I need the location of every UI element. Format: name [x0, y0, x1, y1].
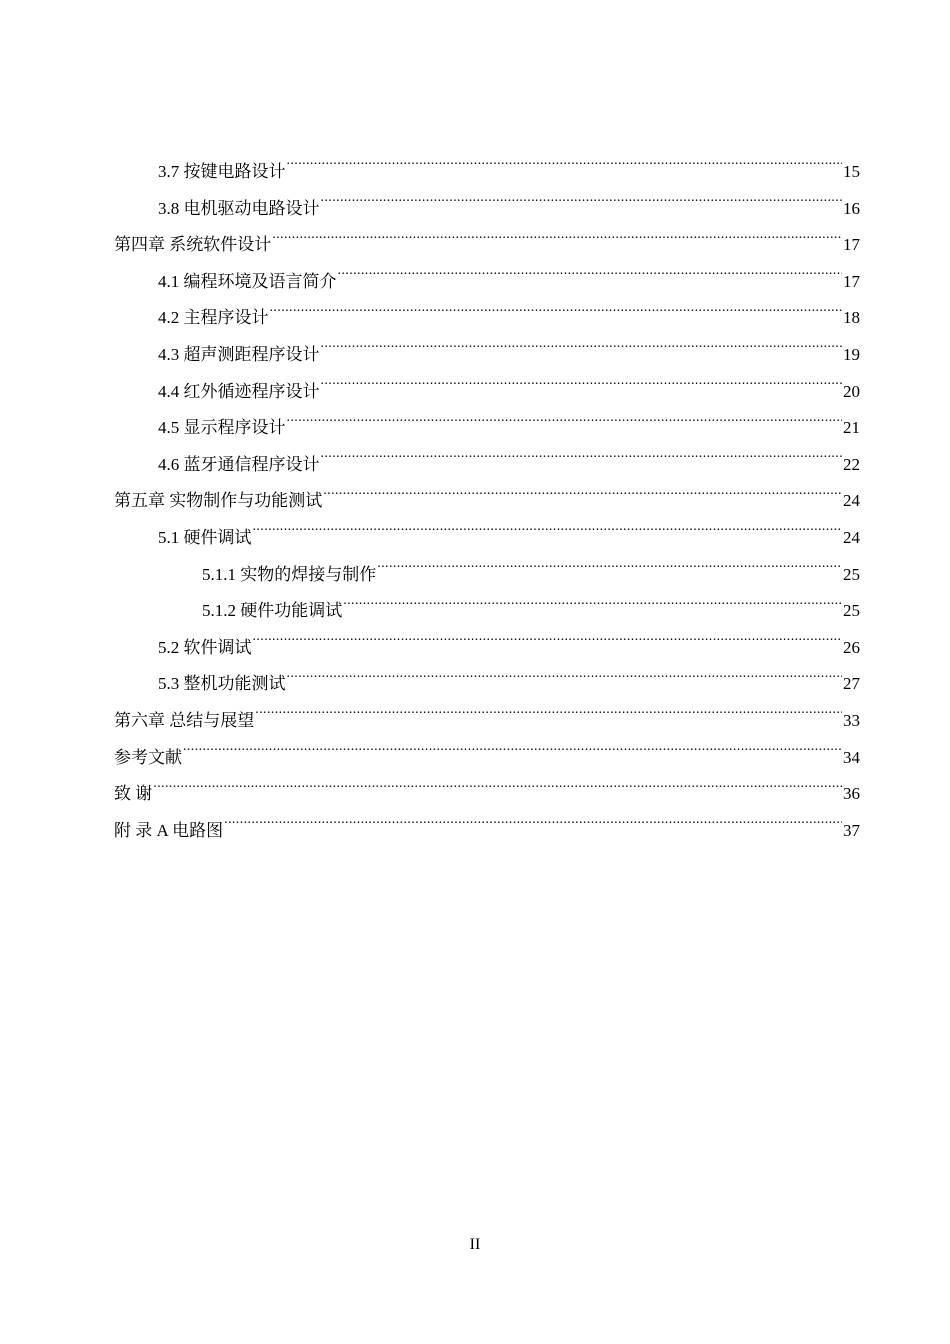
toc-entry-page: 15 — [843, 162, 860, 181]
toc-entry[interactable] — [114, 483, 860, 520]
toc-entry-label: 第四章 系统软件设计 — [114, 235, 272, 255]
toc-entry[interactable] — [114, 374, 860, 411]
toc-entry-label: 5.1.2 硬件功能调试 — [202, 601, 343, 621]
toc-leader-dots — [321, 380, 843, 397]
toc-entry[interactable] — [114, 813, 860, 850]
toc-entry-page: 36 — [843, 784, 860, 804]
toc-leader-dots — [224, 819, 842, 836]
toc-leader-dots — [321, 453, 843, 470]
toc-leader-dots — [343, 599, 842, 616]
toc-entry-page: 17 — [843, 271, 860, 291]
toc-leader-dots — [255, 709, 842, 726]
toc-leader-dots — [183, 746, 842, 763]
toc-entry-page: 25 — [843, 564, 860, 584]
toc-entry-label: 4.4 红外循迹程序设计 — [158, 381, 320, 401]
toc-entry-label: 第六章 总结与展望 — [114, 710, 255, 730]
toc-entry-page: 18 — [843, 308, 860, 328]
toc-entry[interactable] — [114, 593, 860, 630]
toc-entry-label: 4.6 蓝牙通信程序设计 — [158, 454, 320, 474]
toc-entry[interactable] — [114, 630, 860, 667]
toc-entry-label: 3.8 电机驱动电路设计 — [158, 198, 320, 218]
toc-entry[interactable] — [114, 776, 860, 813]
toc-entry[interactable] — [114, 740, 860, 777]
toc-entry-page: 21 — [843, 418, 860, 438]
toc-entry[interactable] — [114, 666, 860, 703]
page-number: II — [469, 1236, 481, 1253]
toc-entry-label: 3.7 按键电路设计 — [158, 162, 286, 181]
toc-entry-page: 24 — [843, 527, 860, 547]
toc-entry[interactable] — [114, 191, 860, 228]
toc-entry-label: 5.3 整机功能测试 — [158, 674, 286, 694]
toc-entry-label: 第五章 实物制作与功能测试 — [114, 491, 323, 511]
toc-entry-page: 19 — [843, 344, 860, 364]
toc-leader-dots — [321, 343, 843, 360]
toc-entry-page: 37 — [843, 820, 860, 840]
toc-leader-dots — [270, 306, 843, 323]
toc-entry[interactable] — [114, 410, 860, 447]
toc-entry-page: 26 — [843, 637, 860, 657]
toc-entry[interactable] — [114, 447, 860, 484]
toc-entry-label: 4.3 超声测距程序设计 — [158, 344, 320, 364]
toc-entry-label: 致 谢 — [114, 784, 153, 804]
toc-entry[interactable] — [114, 154, 860, 191]
toc-leader-dots — [321, 197, 843, 214]
toc-entry-page: 33 — [843, 710, 860, 730]
toc-entry-page: 17 — [843, 235, 860, 255]
toc-entry-page: 20 — [843, 381, 860, 401]
toc-leader-dots — [377, 563, 842, 580]
toc-entry-label: 5.1.1 实物的焊接与制作 — [202, 564, 377, 584]
toc-entry-label: 4.1 编程环境及语言简介 — [158, 271, 337, 291]
toc-entry[interactable] — [114, 703, 860, 740]
toc-entry[interactable] — [114, 227, 860, 264]
toc-leader-dots — [287, 672, 843, 689]
toc-leader-dots — [287, 160, 843, 177]
toc-entry-label: 5.2 软件调试 — [158, 637, 252, 657]
toc-entry[interactable] — [114, 300, 860, 337]
toc-entry-page: 24 — [843, 491, 860, 511]
toc-leader-dots — [287, 416, 843, 433]
toc-entry-label: 4.5 显示程序设计 — [158, 418, 286, 438]
toc-leader-dots — [323, 489, 842, 506]
toc-entry-label: 参考文献 — [114, 747, 182, 767]
toc-entry[interactable] — [114, 520, 860, 557]
toc-entry[interactable] — [114, 337, 860, 374]
toc-entry-label: 5.1 硬件调试 — [158, 527, 252, 547]
toc-leader-dots — [272, 233, 842, 250]
toc-entry-page: 34 — [843, 747, 860, 767]
table-of-contents — [114, 154, 860, 849]
toc-entry-page: 22 — [843, 454, 860, 474]
toc-entry-label: 4.2 主程序设计 — [158, 308, 269, 328]
toc-entry[interactable] — [114, 264, 860, 301]
toc-leader-dots — [153, 782, 842, 799]
toc-leader-dots — [253, 526, 843, 543]
toc-entry-page: 25 — [843, 601, 860, 621]
toc-entry[interactable] — [114, 557, 860, 594]
toc-leader-dots — [338, 270, 843, 287]
toc-entry-page: 27 — [843, 674, 860, 694]
toc-entry-label: 附 录 A 电路图 — [114, 820, 224, 840]
toc-leader-dots — [253, 636, 843, 653]
toc-entry-page: 16 — [843, 198, 860, 218]
